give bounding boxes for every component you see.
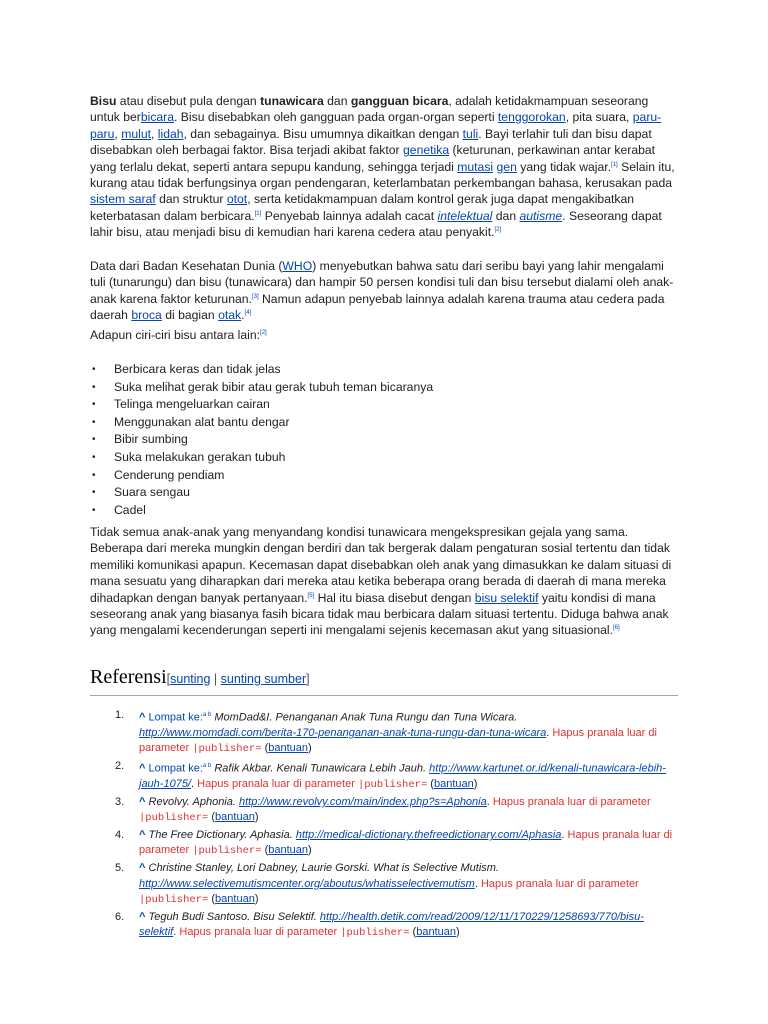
text: ( [261,742,269,755]
list-item [90,502,680,520]
caret-backlink[interactable]: ^ [139,829,146,842]
text: . [173,926,180,939]
link-genetika[interactable]: genetika [403,143,450,158]
text: , [114,126,122,141]
text: Hal itu biasa disebut dengan [314,590,475,605]
link-who[interactable]: WHO [282,259,313,273]
backlinks[interactable]: a b [202,712,212,718]
list-item-text: Suka melakukan gerakan tubuh [114,449,286,464]
text: . [546,726,553,739]
link-broca[interactable]: broca [131,308,162,323]
term-tunawicara: tunawicara [260,94,324,108]
text: ) [456,926,460,939]
help-link[interactable]: bantuan [433,778,474,791]
list-item [90,414,680,432]
text: Penyebab lainnya adalah cacat [261,208,438,223]
help-link[interactable]: bantuan [215,892,255,905]
who-paragraph [90,258,680,324]
bullet-icon: • [92,504,96,516]
citation-ref[interactable]: [3] [251,293,259,300]
bullet-icon: • [92,434,96,446]
link-intelektual[interactable]: intelektual [437,208,493,223]
citation-text: The Free Dictionary. Aphasia. [145,829,296,842]
list-item [90,467,680,485]
edit-link[interactable]: sunting [170,672,211,686]
link-otak[interactable]: otak [218,308,242,323]
reference-number: 3. [115,795,125,808]
text: yang tidak wajar. [516,159,612,174]
list-item-text: Menggunakan alat bantu dengar [114,414,290,429]
text: . [241,308,245,323]
reference-number: 4. [115,829,125,842]
list-item [90,379,680,397]
link-mutasi[interactable]: mutasi [457,159,494,174]
text: ) menyebutkan bahwa satu dari seribu bayi yang lahir mengalami tuli (tunarungu) dan bisu (tunawicara) dan hampir 50 persen kondisi tuli dan bisu tersebut dialami oleh anak-anak karena faktor keturunan. [90,259,674,306]
jump-label: Lompat ke: [148,762,203,775]
features-list [90,361,680,519]
list-item [90,449,680,467]
external-link[interactable]: http://www.kartunet.or.id/kenali-tunawicara-lebih-jauh-1075/ [139,762,666,791]
text: Namun adapun penyebab lainnya adalah karena trauma atau cedera pada daerah [90,291,665,323]
separator: | [210,672,221,686]
citation-text: Christine Stanley, Lori Dabney, Laurie Gorski. What is Selective Mutism. [145,862,499,875]
list-item-text: Bibir sumbing [114,432,188,447]
citation-text: Rafik Akbar. Kenali Tunawicara Lebih Jauh. [211,762,430,775]
list-item-text: Suka melihat gerak bibir atau gerak tubuh teman bicaranya [114,379,434,394]
reference-item [115,828,675,860]
citation-text: MomDad&I. Penanganan Anak Tuna Rungu dan Tuna Wicara. [211,711,518,724]
text: , serta ketidakmampuan dalam kontrol gerak juga dapat mengakibatkan keterbatasan dalam berbicara. [90,192,635,223]
text: Adapun ciri-ciri bisu antara lain: [90,328,261,342]
bullet-icon: • [92,416,96,428]
list-item [90,396,680,414]
text: , pita suara, [565,110,633,125]
citation-ref[interactable]: [1] [611,161,618,168]
bullet-icon: • [92,399,96,411]
citation-ref[interactable]: [2] [494,227,502,234]
link-bicara[interactable]: bicara [140,110,175,125]
features-intro [90,327,680,343]
caret-backlink[interactable]: ^ [139,910,146,923]
text: . [191,778,198,791]
text: . [474,877,481,890]
error-param: |publisher= [340,927,410,940]
reference-number: 5. [115,862,125,875]
error-param: |publisher= [357,779,428,792]
text: Tidak semua anak-anak yang menyandang kondisi tunawicara mengekspresikan gejala yang sama. Beberapa dari mereka mungkin dengan berdiri dan tak bergerak dalam pengaturan sosial tertentu dan tidak memiliki komunikasi apapun. Kecemasan dapat disebabkan oleh anak yang dimasukkan ke dalam situasi di mana sesuatu yang diharapkan dari mereka atau ketika beberapa orang berada di daerah di mana mereka dihadapkan dengan banyak pertanyaan. [90,525,672,605]
link-bisu-selektif[interactable]: bisu selektif [474,590,539,605]
list-item [90,484,680,502]
bullet-icon: • [92,487,96,499]
reference-item [115,708,675,758]
list-item-text: Cenderung pendiam [114,467,225,482]
bracket: [ [166,672,171,686]
text: Selain itu, kurang atau tidak berfungsinya organ pendengaran, keterlambatan perkembangan bahasa, kerusakan pada [90,159,675,191]
text: di bagian [161,308,219,323]
error-text: Hapus pranala luar di parameter [197,778,358,791]
error-text: Hapus pranala luar di parameter [492,795,651,808]
reference-item [115,795,675,827]
selective-paragraph [90,524,680,639]
link-autisme[interactable]: autisme [519,208,563,223]
citation-ref[interactable]: [5] [307,592,315,599]
reference-item [115,759,675,793]
text: ) [254,892,259,905]
text: . [486,795,493,808]
citation-ref[interactable]: [2] [260,329,267,336]
bullet-icon: • [92,469,96,481]
bullet-icon: • [92,364,96,375]
reference-number: 2. [115,760,125,773]
help-link[interactable]: bantuan [268,844,309,857]
reference-number: 1. [115,709,125,721]
link-tuli[interactable]: tuli [462,126,479,141]
error-text: Hapus pranala luar di parameter [139,829,673,857]
text: . Seseorang dapat lahir bisu, atau menjadi bisu di kemudian hari karena cedera atau penyakit. [90,208,662,240]
intro-paragraph [90,93,680,241]
reference-number: 6. [115,910,125,923]
text: ( [208,811,216,824]
error-param: |publisher= [192,743,262,756]
text: dan [492,208,520,223]
caret-backlink[interactable]: ^ [139,862,146,875]
text: ( [409,926,417,939]
citation-ref[interactable]: [1] [254,210,262,217]
backlinks[interactable]: a b [202,763,212,770]
text: atau disebut pula dengan [116,94,261,108]
external-link[interactable]: http://www.revolvy.com/main/index.php?s=Aphonia [239,795,487,808]
bullet-icon: • [92,381,96,393]
error-text: Hapus pranala luar di parameter [139,726,657,755]
citation-text: Revolvy. Aphonia. [145,795,239,808]
text: ) [473,778,478,791]
text: dan [323,94,351,108]
text: ) [308,742,312,755]
heading-text: Referensi [90,666,167,688]
help-link[interactable]: bantuan [416,926,456,939]
error-param: |publisher= [139,812,209,825]
caret-icon: ^ [139,762,146,775]
link-tenggorokan[interactable]: tenggorokan [497,110,566,125]
jump-label: Lompat ke: [148,711,203,724]
text: ) [254,811,259,824]
error-param: |publisher= [192,845,262,858]
references-list [115,708,675,943]
text: ) [308,844,312,857]
caret-icon: ^ [139,711,146,724]
text: ( [427,778,434,791]
citation-ref[interactable]: [4] [244,310,252,317]
list-item-text: Berbicara keras dan tidak jelas [114,362,281,376]
text: . Bisu disebabkan oleh gangguan pada organ-organ seperti [174,110,498,125]
text: . Bayi terlahir tuli dan bisu dapat disebabkan oleh berbagai faktor. Bisa terjadi akibat faktor [90,126,652,158]
external-link[interactable]: http://health.detik.com/read/2009/12/11/170229/1258693/770/bisu-selektif [139,910,644,939]
link-gen[interactable]: gen [496,159,517,174]
text: dan struktur [155,192,227,207]
external-link[interactable]: http://medical-dictionary.thefreedictionary.com/Aphasia [295,829,562,842]
text: . [561,829,568,842]
help-link[interactable]: bantuan [268,742,309,755]
list-item-text: Suara sengau [114,485,190,500]
text: ( [208,892,216,905]
external-link[interactable]: http://www.selectivemutismcenter.org/aboutus/whatisselectivemutism [139,877,475,890]
error-param: |publisher= [139,893,209,906]
citation-ref[interactable]: [6] [613,625,620,632]
link-mulut[interactable]: mulut [121,126,151,141]
bullet-icon: • [92,451,96,463]
list-item-text: Telinga mengeluarkan cairan [114,397,270,412]
text: , dan sebagainya. Bisu umumnya dikaitkan dengan [183,126,463,141]
text: ( [261,844,269,857]
term-gangguan-bicara: gangguan bicara [350,94,449,108]
term-bisu: Bisu [90,94,117,108]
reference-item [115,910,675,942]
text: yaitu kondisi di mana seseorang anak yang biasanya fasih bicara tidak mau berbicara dalam situasi tertentu. Diduga bahwa anak yang mengalami kecenderungan seperti ini mengalami sejenis kecemasan akut yang situasional. [90,590,669,638]
edit-section-links [167,672,310,686]
link-otot[interactable]: otot [226,192,248,207]
link-paru-paru[interactable]: paru-paru [90,110,662,141]
error-text: Hapus pranala luar di parameter [179,926,341,939]
error-text: Hapus pranala luar di parameter [480,877,639,890]
references-heading [90,664,678,696]
list-item [90,361,680,379]
link-lidah[interactable]: lidah [157,126,184,141]
text: Data dari Badan Kesehatan Dunia ( [90,259,283,273]
reference-item [115,861,675,908]
text: , adalah ketidakmampuan seseorang untuk ber [90,94,649,125]
help-link[interactable]: bantuan [215,811,255,824]
text: (keturunan, perkawinan antar kerabat yang terlalu dekat, seperti antara sepupu kandung, sehingga terjadi [90,143,656,174]
external-link[interactable]: http://www.momdadi.com/berita-170-penanganan-anak-tuna-rungu-dan-tuna-wicara [139,726,547,739]
citation-text: Teguh Budi Santoso. Bisu Selektif. [145,910,320,923]
edit-source-link[interactable]: sunting sumber [220,672,307,686]
text: , [151,126,158,141]
list-item [90,431,680,449]
link-sistem-saraf[interactable]: sistem saraf [90,192,156,207]
caret-backlink[interactable]: ^ [139,795,146,808]
list-item-text: Cadel [114,502,146,517]
bracket: ] [306,672,310,686]
